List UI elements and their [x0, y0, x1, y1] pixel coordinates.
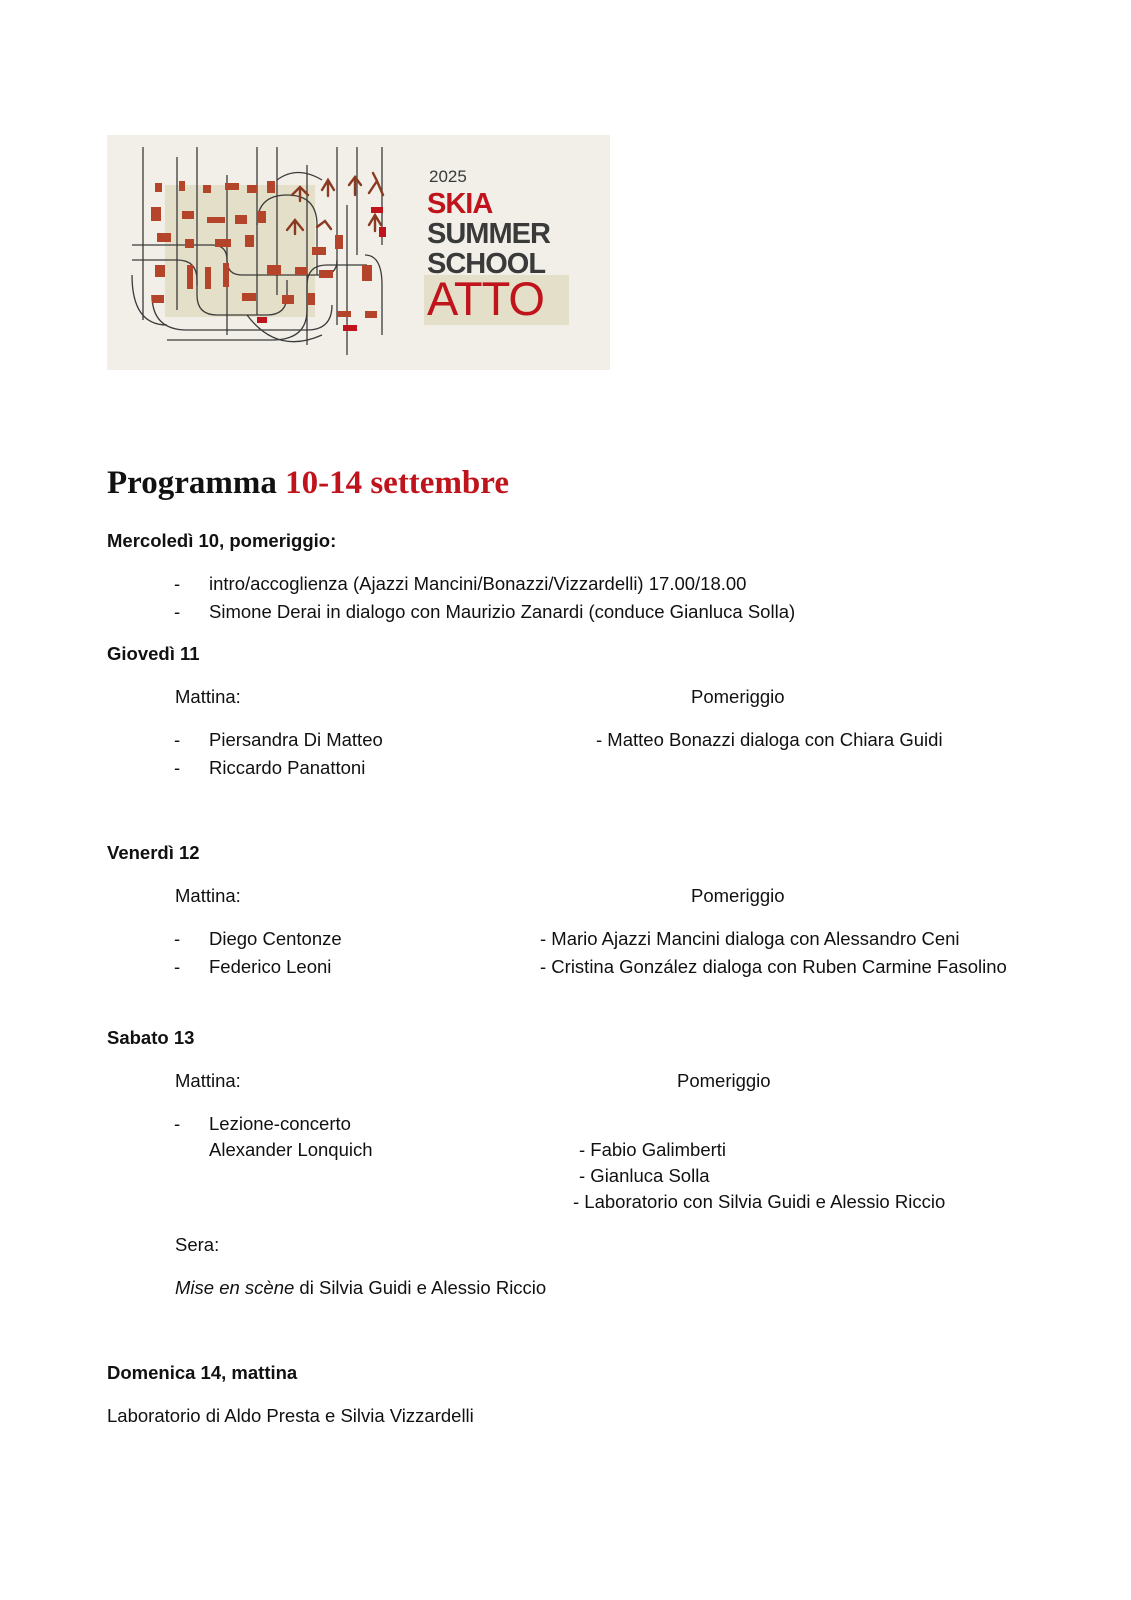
page-title [107, 463, 509, 503]
list-item: Riccardo Panattoni [209, 757, 366, 778]
logo-line-summer: SUMMER [427, 218, 550, 250]
evening-event-credits: di Silvia Guidi e Alessio Riccio [294, 1277, 547, 1298]
evening-event [175, 1277, 546, 1299]
list-item: intro/accoglienza (Ajazzi Mancini/Bonazzi/Vizzardelli) 17.00/18.00 [209, 573, 747, 594]
logo-line-skia: SKIA [427, 188, 493, 220]
list-item: Piersandra Di Matteo [209, 729, 383, 750]
day-heading-friday: Venerdì 12 [107, 842, 200, 863]
day-heading-thursday: Giovedì 11 [107, 643, 200, 664]
day-heading-wednesday: Mercoledì 10, pomeriggio: [107, 530, 337, 551]
morning-label: Mattina: [175, 885, 241, 906]
list-bullet: - [174, 1113, 181, 1134]
title-main: Programma [107, 465, 277, 501]
list-bullet: - [174, 757, 181, 778]
afternoon-label: Pomeriggio [691, 686, 785, 707]
list-bullet: - [174, 573, 181, 594]
list-bullet: - [174, 601, 181, 622]
list-bullet: - [174, 729, 181, 750]
evening-event-title: Mise en scène [175, 1277, 295, 1298]
morning-label: Mattina: [175, 1070, 241, 1091]
list-bullet: - [174, 956, 181, 977]
title-dates: 10-14 settembre [285, 465, 509, 501]
list-item: Simone Derai in dialogo con Maurizio Zanardi (conduce Gianluca Solla) [209, 601, 796, 622]
summer-school-logo [107, 135, 610, 370]
logo-line-school: SCHOOL [427, 248, 546, 280]
logo-year: 2025 [429, 167, 467, 186]
morning-label: Mattina: [175, 686, 241, 707]
day-heading-sunday: Domenica 14, mattina [107, 1362, 298, 1383]
list-item: - Laboratorio con Silvia Guidi e Alessio Riccio [573, 1191, 946, 1212]
evening-label: Sera: [175, 1234, 220, 1255]
list-item: Lezione-concerto [209, 1113, 351, 1134]
day-heading-saturday: Sabato 13 [107, 1027, 195, 1048]
afternoon-label: Pomeriggio [677, 1070, 771, 1091]
list-item: - Cristina González dialoga con Ruben Carmine Fasolino [540, 956, 1007, 977]
list-item: - Gianluca Solla [579, 1165, 710, 1186]
list-item: Diego Centonze [209, 928, 342, 949]
afternoon-label: Pomeriggio [691, 885, 785, 906]
list-item: Alexander Lonquich [209, 1139, 373, 1160]
sunday-event: Laboratorio di Aldo Presta e Silvia Vizzardelli [107, 1405, 474, 1426]
list-item: - Mario Ajazzi Mancini dialoga con Alessandro Ceni [540, 928, 960, 949]
list-item: Federico Leoni [209, 956, 332, 977]
list-item: - Matteo Bonazzi dialoga con Chiara Guidi [596, 729, 943, 750]
list-item: - Fabio Galimberti [579, 1139, 727, 1160]
list-bullet: - [174, 928, 181, 949]
logo-line-atto: ATTO [427, 272, 544, 325]
